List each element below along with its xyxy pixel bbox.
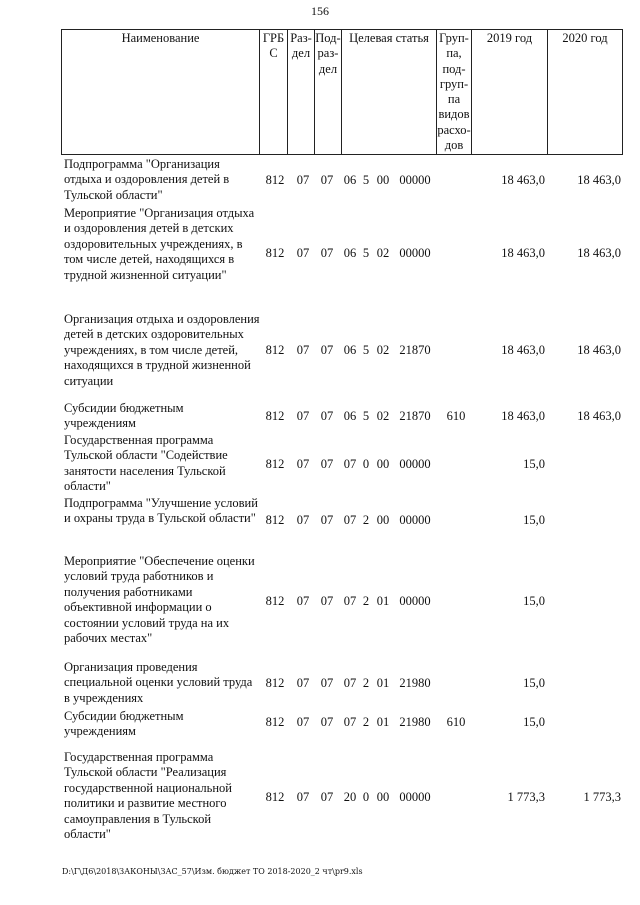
header-podrazdel-line: Под- <box>315 31 341 45</box>
table-row <box>0 157 640 205</box>
cell-target-direction: 21870 <box>399 409 431 423</box>
header-groups-line: дов <box>444 138 464 153</box>
cell-target-program: 07 <box>343 676 357 690</box>
cell-2020: 18 463,0 <box>577 343 621 357</box>
row-name: Подпрограмма "Улучшение условий и охраны труда в Тульской области" <box>64 496 258 526</box>
row-name: Субсидии бюджетным учреждениям <box>64 401 184 431</box>
cell-razdel: 07 <box>296 790 310 804</box>
cell-2019: 18 463,0 <box>501 173 545 187</box>
header-razdel <box>288 30 315 154</box>
table-row <box>0 312 640 392</box>
cell-podrazdel: 07 <box>320 173 334 187</box>
header-2019: 2019 год <box>472 30 548 154</box>
table-row <box>0 554 640 650</box>
cell-target-main: 00 <box>376 513 390 527</box>
header-groups-line: видов <box>438 107 470 122</box>
cell-2020: 18 463,0 <box>577 173 621 187</box>
cell-razdel: 07 <box>296 343 310 357</box>
file-path-footer: D:\Г\Д6\2018\ЗАКОНЫ\ЗАС_57\Изм. бюджет ТО 2018-2020_2 чт\pr9.xls <box>62 867 363 876</box>
row-name: Субсидии бюджетным учреждениям <box>64 709 184 739</box>
cell-target-main: 01 <box>376 676 390 690</box>
page-number: 156 <box>311 4 329 18</box>
row-name: Государственная программа Тульской области "Содействие занятости населения Тульской области" <box>64 433 228 494</box>
cell-target-program: 07 <box>343 513 357 527</box>
table-row <box>0 401 640 433</box>
row-name: Организация отдыха и оздоровления детей в детских оздоровительных учреждениях, в том числе детей, находящихся в трудной жизненной ситуации <box>64 312 260 388</box>
cell-grbs: 812 <box>265 790 285 804</box>
cell-target-main: 01 <box>376 594 390 608</box>
cell-target-sub: 5 <box>362 409 370 423</box>
cell-target-sub: 2 <box>362 594 370 608</box>
cell-target-sub: 5 <box>362 343 370 357</box>
header-grbs <box>260 30 288 154</box>
cell-target-program: 07 <box>343 594 357 608</box>
cell-grbs: 812 <box>265 409 285 423</box>
cell-target-main: 02 <box>376 343 390 357</box>
cell-target-direction: 00000 <box>399 457 431 471</box>
cell-target-main: 00 <box>376 173 390 187</box>
cell-target-program: 20 <box>343 790 357 804</box>
cell-target-sub: 0 <box>362 790 370 804</box>
cell-target-direction: 21980 <box>399 715 431 729</box>
table-row <box>0 496 640 544</box>
header-groups-line: расхо- <box>437 122 471 137</box>
header-target: Целевая статья <box>342 30 437 154</box>
cell-target-sub: 2 <box>362 715 370 729</box>
cell-2019: 15,0 <box>523 594 545 608</box>
row-name: Мероприятие "Обеспечение оценки условий труда работников и получения работниками объективной информации о состоянии условий труда на их рабочих местах" <box>64 554 255 646</box>
cell-podrazdel: 07 <box>320 409 334 423</box>
cell-target-main: 00 <box>376 790 390 804</box>
cell-target-direction: 21870 <box>399 343 431 357</box>
cell-grbs: 812 <box>265 246 285 260</box>
cell-podrazdel: 07 <box>320 594 334 608</box>
cell-target-sub: 2 <box>362 676 370 690</box>
table-row <box>0 709 640 743</box>
cell-target-program: 07 <box>343 457 357 471</box>
cell-target-main: 01 <box>376 715 390 729</box>
cell-podrazdel: 07 <box>320 715 334 729</box>
table-row <box>0 660 640 708</box>
cell-2019: 1 773,3 <box>507 790 545 804</box>
cell-target-program: 06 <box>343 343 357 357</box>
header-podrazdel-line: дел <box>318 61 338 76</box>
cell-target-direction: 00000 <box>399 173 431 187</box>
cell-2020: 18 463,0 <box>577 246 621 260</box>
header-razdel-line: Раз- <box>290 31 312 45</box>
cell-razdel: 07 <box>296 513 310 527</box>
cell-grbs: 812 <box>265 676 285 690</box>
cell-podrazdel: 07 <box>320 457 334 471</box>
cell-expense-group: 610 <box>446 715 466 729</box>
cell-2019: 15,0 <box>523 513 545 527</box>
header-groups-line: па <box>447 92 461 107</box>
cell-grbs: 812 <box>265 457 285 471</box>
cell-grbs: 812 <box>265 513 285 527</box>
cell-2019: 15,0 <box>523 715 545 729</box>
table-header <box>61 29 623 155</box>
cell-target-direction: 00000 <box>399 790 431 804</box>
cell-2019: 18 463,0 <box>501 409 545 423</box>
header-groups <box>437 30 472 154</box>
header-razdel-line: дел <box>291 46 311 61</box>
cell-target-program: 06 <box>343 246 357 260</box>
cell-2020: 18 463,0 <box>577 409 621 423</box>
cell-target-sub: 5 <box>362 173 370 187</box>
cell-podrazdel: 07 <box>320 513 334 527</box>
cell-razdel: 07 <box>296 409 310 423</box>
cell-target-program: 07 <box>343 715 357 729</box>
header-groups-line: Груп- <box>439 31 469 45</box>
cell-razdel: 07 <box>296 594 310 608</box>
cell-target-program: 06 <box>343 409 357 423</box>
cell-2019: 18 463,0 <box>501 246 545 260</box>
row-name: Государственная программа Тульской области "Реализация государственной национальной политики и развитие местного самоуправления в Тульской области" <box>64 750 232 842</box>
cell-razdel: 07 <box>296 715 310 729</box>
cell-podrazdel: 07 <box>320 790 334 804</box>
cell-grbs: 812 <box>265 594 285 608</box>
header-groups-line: под- <box>442 61 466 76</box>
cell-razdel: 07 <box>296 457 310 471</box>
header-podrazdel-line: раз- <box>317 46 339 61</box>
table-row <box>0 750 640 848</box>
cell-target-direction: 00000 <box>399 246 431 260</box>
row-name: Организация проведения специальной оценки условий труда в учреждениях <box>64 660 253 705</box>
cell-podrazdel: 07 <box>320 246 334 260</box>
table-row <box>0 433 640 495</box>
cell-target-sub: 2 <box>362 513 370 527</box>
cell-target-direction: 21980 <box>399 676 431 690</box>
cell-target-sub: 5 <box>362 246 370 260</box>
header-podrazdel <box>315 30 342 154</box>
cell-target-direction: 00000 <box>399 594 431 608</box>
cell-2019: 15,0 <box>523 457 545 471</box>
table-row <box>0 206 640 300</box>
cell-razdel: 07 <box>296 173 310 187</box>
cell-expense-group: 610 <box>446 409 466 423</box>
cell-grbs: 812 <box>265 173 285 187</box>
cell-razdel: 07 <box>296 246 310 260</box>
header-name: Наименование <box>62 30 260 154</box>
header-grbs-line: С <box>269 46 278 61</box>
row-name: Подпрограмма "Организация отдыха и оздоровления детей в Тульской области" <box>64 157 230 202</box>
cell-2019: 15,0 <box>523 676 545 690</box>
cell-target-direction: 00000 <box>399 513 431 527</box>
cell-2020: 1 773,3 <box>583 790 621 804</box>
cell-grbs: 812 <box>265 343 285 357</box>
header-grbs-line: ГРБ <box>262 31 285 45</box>
cell-grbs: 812 <box>265 715 285 729</box>
cell-2019: 18 463,0 <box>501 343 545 357</box>
cell-razdel: 07 <box>296 676 310 690</box>
cell-target-main: 02 <box>376 409 390 423</box>
row-name: Мероприятие "Организация отдыха и оздоровления детей в детских оздоровительных учреждениях, в том числе детей, находящихся в трудной жизненной ситуации" <box>64 206 255 282</box>
cell-target-sub: 0 <box>362 457 370 471</box>
cell-target-main: 00 <box>376 457 390 471</box>
cell-target-program: 06 <box>343 173 357 187</box>
header-2020: 2020 год <box>562 31 608 45</box>
cell-podrazdel: 07 <box>320 676 334 690</box>
header-groups-line: груп- <box>439 76 469 91</box>
cell-podrazdel: 07 <box>320 343 334 357</box>
cell-target-main: 02 <box>376 246 390 260</box>
header-groups-line: па, <box>446 46 462 61</box>
